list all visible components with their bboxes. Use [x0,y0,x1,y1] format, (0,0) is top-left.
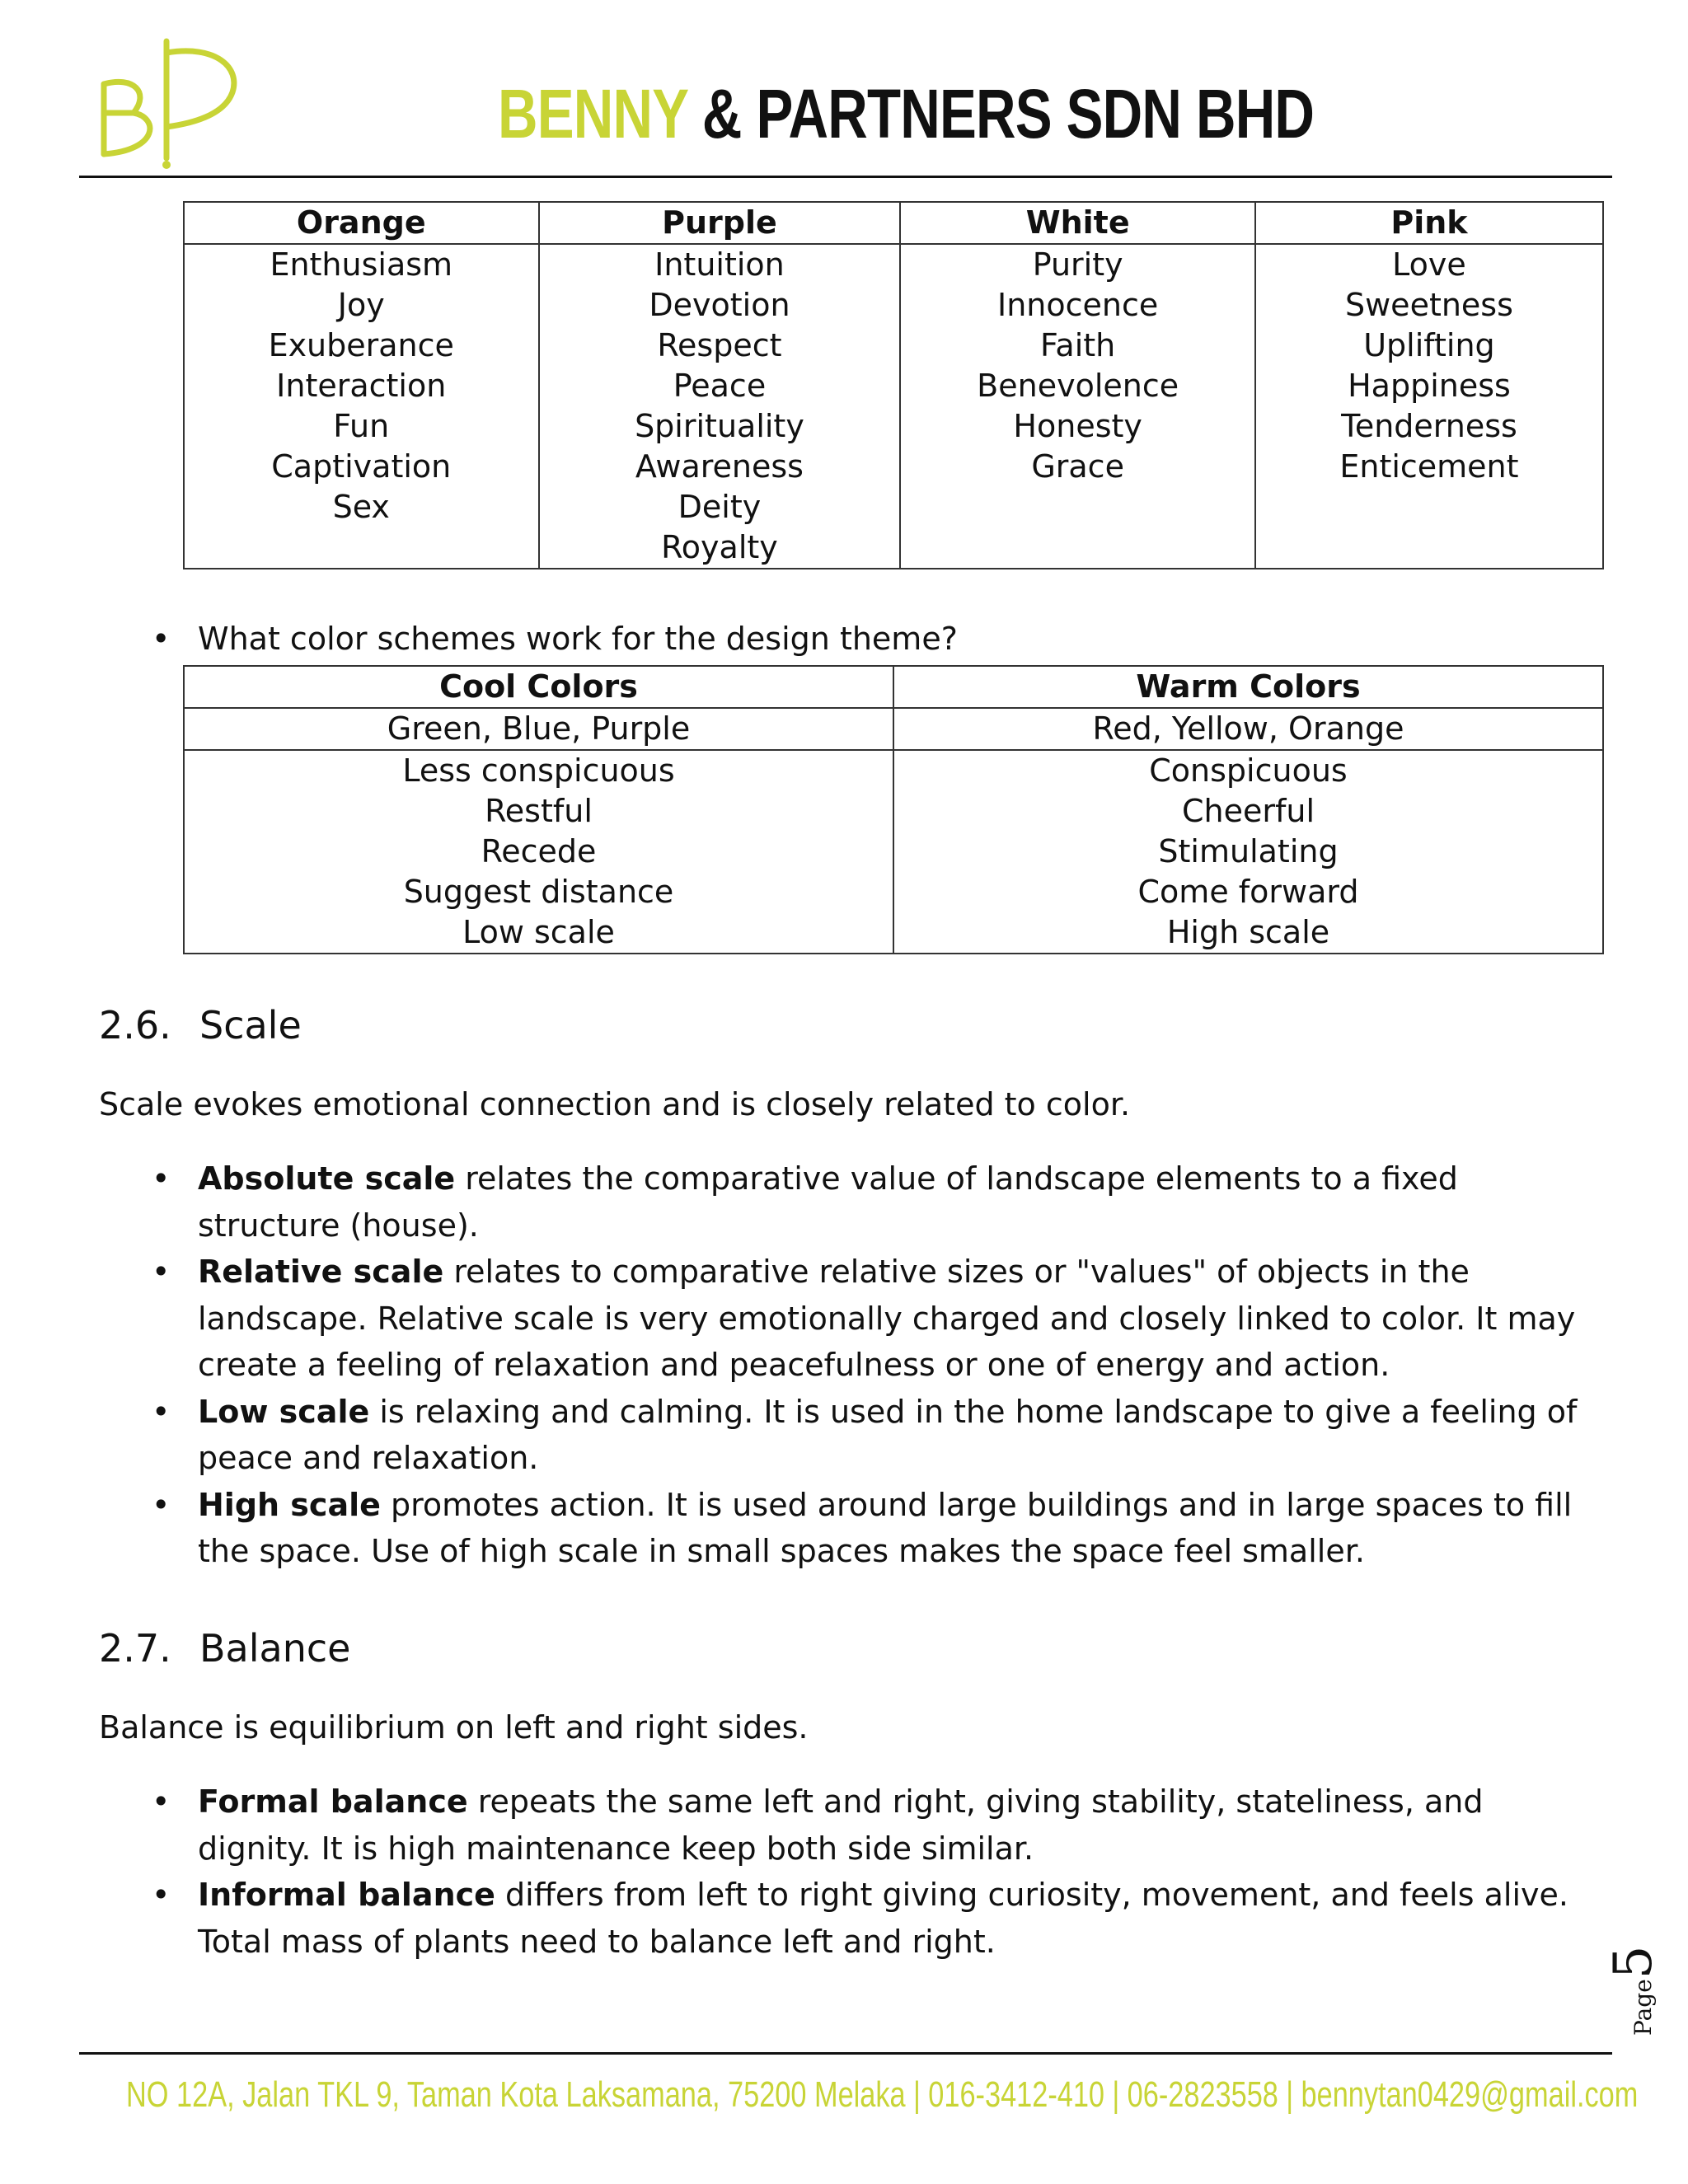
list-item: Recede [481,833,597,869]
list-item: High scale [1166,914,1330,950]
list-item: Enticement [1339,448,1519,485]
bullet-text: differs from left to right giving curiosity, movement, and feels alive. Total mass of plants need to balance left and right. [198,1877,1568,1960]
company-name [498,73,1314,155]
table-header-row [184,202,1603,244]
list-item [198,1389,1599,1482]
bullet-text: repeats the same left and right, giving stability, stateliness, and dignity. It is high maintenance keep both side similar. [198,1783,1484,1867]
list-item [198,1482,1599,1575]
list-item: Deity [678,489,762,525]
section-title: Scale [199,1003,302,1047]
table-row [184,244,1603,569]
bullet-text: relates to comparative relative sizes or "values" of objects in the landscape. Relative scale is very emotionally charged and closely linked to color. It may create a feeling of relaxation and peacefulness or one of energy and action. [198,1254,1576,1383]
list-item: Suggest distance [403,874,674,910]
section-heading-balance [99,1624,350,1673]
list-item: Respect [657,327,782,363]
pink-meanings-cell [1255,244,1603,569]
warm-colors-cell: Red, Yellow, Orange [893,708,1603,750]
list-item: Sweetness [1344,287,1513,323]
bullet-text: is relaxing and calming. It is used in the home landscape to give a feeling of peace and relaxation. [198,1393,1578,1476]
list-item: Exuberance [268,327,454,363]
list-item: Peace [673,368,767,404]
scheme-question [152,620,958,658]
list-item [198,1779,1599,1872]
footer-separator: | [1286,2074,1294,2115]
company-name-rest: & PARTNERS SDN BHD [687,75,1315,152]
list-item: Purity [1032,246,1123,283]
purple-meanings-cell [539,244,901,569]
orange-meanings-cell [184,244,539,569]
warm-traits-cell [893,750,1603,954]
cool-traits-cell [184,750,893,954]
list-item [198,1249,1599,1389]
list-item: Awareness [635,448,804,485]
scale-intro-paragraph: Scale evokes emotional connection and is closely related to color. [99,1086,1131,1122]
list-item: Less conspicuous [402,752,675,789]
table-row [184,750,1603,954]
column-header-white: White [900,202,1255,244]
page-number [1603,1920,1664,2036]
list-item: Interaction [276,368,447,404]
list-item: Enthusiasm [270,246,453,283]
balance-intro-paragraph: Balance is equilibrium on left and right sides. [99,1709,809,1746]
bullet-text: relates the comparative value of landscape elements to a fixed structure (house). [198,1160,1458,1244]
footer-separator: | [1112,2074,1120,2115]
section-heading-scale [99,1001,302,1050]
company-name-accent: BENNY [498,75,688,152]
bullet-term: Formal balance [198,1783,468,1820]
list-item: Love [1392,246,1466,283]
cool-colors-cell: Green, Blue, Purple [184,708,893,750]
list-item: Happiness [1348,368,1511,404]
column-header-warm: Warm Colors [893,666,1603,708]
bullet-term: Informal balance [198,1877,495,1913]
list-item: Grace [1031,448,1124,485]
bullet-text: promotes action. It is used around large buildings and in large spaces to fill the space. Use of high scale in small spaces makes the space feel smaller. [198,1486,1573,1569]
table-header-row [184,666,1603,708]
bullet-icon: • [152,621,171,657]
list-item: Royalty [661,529,778,565]
section-title: Balance [199,1626,351,1671]
footer-address: NO 12A, Jalan TKL 9, Taman Kota Laksamana, 75200 Melaka [126,2074,906,2115]
section-number: 2.7. [99,1626,171,1671]
column-header-pink: Pink [1255,202,1603,244]
list-item: Intuition [654,246,785,283]
list-item [198,1155,1599,1249]
table-row [184,708,1603,750]
bullet-term: High scale [198,1486,381,1523]
list-item: Tenderness [1341,408,1517,444]
list-item: Honesty [1013,408,1142,444]
bp-monogram-logo-icon [92,35,257,171]
page-number-value: 5 [1603,1945,1664,1980]
list-item: Joy [337,287,385,323]
scale-bullet-list [198,1155,1599,1575]
list-item: Stimulating [1158,833,1339,869]
color-meanings-table [183,201,1604,569]
bullet-term: Relative scale [198,1254,444,1290]
column-header-cool: Cool Colors [184,666,893,708]
bullet-term: Absolute scale [198,1160,456,1197]
list-item: Captivation [271,448,452,485]
list-item: Come forward [1137,874,1359,910]
footer-separator: | [913,2074,921,2115]
header-divider [79,176,1612,178]
list-item: Low scale [462,914,615,950]
list-item: Fun [333,408,390,444]
list-item: Spirituality [635,408,804,444]
list-item: Restful [485,793,593,829]
list-item: Sex [332,489,390,525]
bullet-term: Low scale [198,1393,370,1430]
white-meanings-cell [900,244,1255,569]
list-item: Innocence [997,287,1159,323]
list-item: Uplifting [1363,327,1495,363]
balance-bullet-list [198,1779,1599,1965]
scheme-question-text: What color schemes work for the design theme? [198,621,958,657]
footer-divider [79,2052,1612,2055]
column-header-purple: Purple [539,202,901,244]
list-item: Devotion [649,287,790,323]
footer-contact [126,2072,1638,2118]
list-item: Faith [1040,327,1116,363]
list-item: Benevolence [977,368,1179,404]
list-item: Conspicuous [1149,752,1348,789]
footer-email: bennytan0429@gmail.com [1301,2074,1639,2115]
color-scheme-table [183,665,1604,954]
section-number: 2.6. [99,1003,171,1047]
footer-phone-office: 06-2823558 [1127,2074,1278,2115]
list-item [198,1872,1599,1965]
footer-phone-mobile: 016-3412-410 [928,2074,1105,2115]
column-header-orange: Orange [184,202,539,244]
page-label: Page [1629,1979,1657,2036]
list-item: Cheerful [1181,793,1315,829]
